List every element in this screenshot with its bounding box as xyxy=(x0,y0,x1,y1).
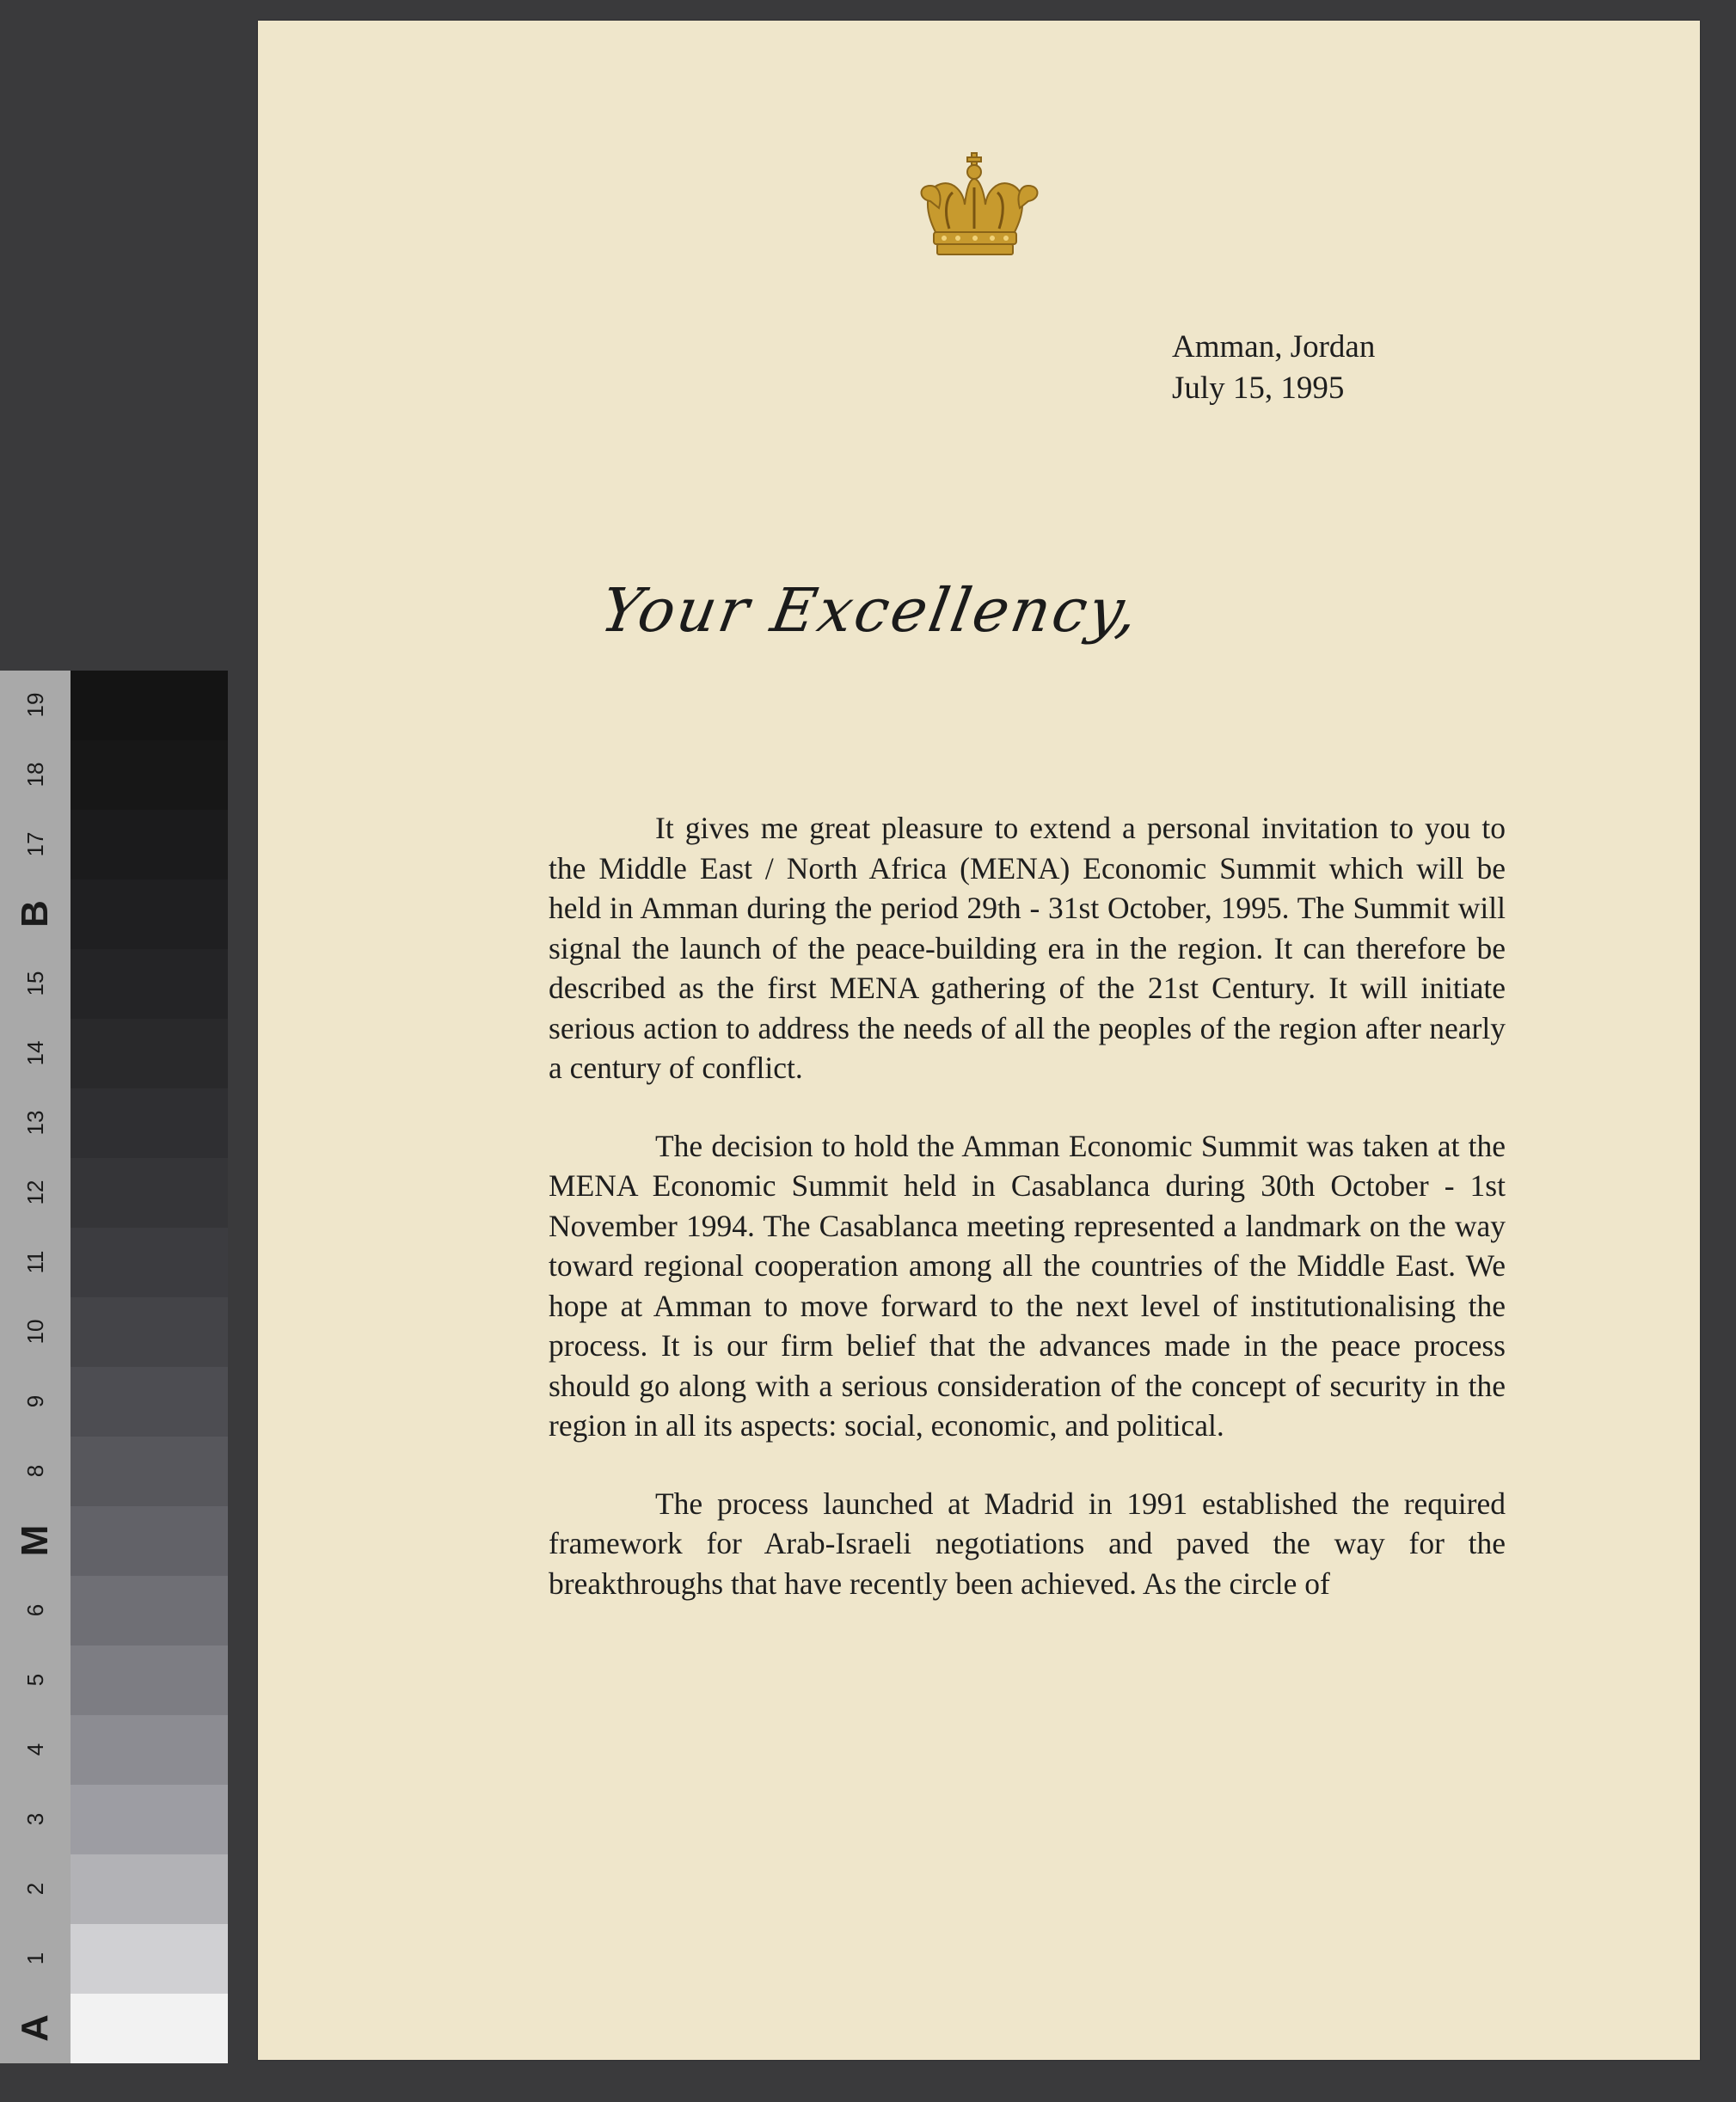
body-paragraph-2: The decision to hold the Amman Economic Summit was taken at the MENA Economic Summit held in Casablanca during 30th October - 1st November 1994. The Casablanca meeting represented a landmark on the way toward regional cooperation among all the countries of the Middle East. We hope at Amman to move forward to the next level of institutionalising the process. It is our firm belief that the advances made in the peace process should go along with a serious consideration of the concept of security in the region in all its aspects: social, economic, and political. xyxy=(549,1128,1506,1443)
scale-label: 9 xyxy=(22,1394,48,1408)
grey-patch xyxy=(71,879,228,949)
scale-label: 15 xyxy=(22,971,48,996)
color-scale-strip xyxy=(0,671,228,2063)
scale-label: 13 xyxy=(22,1110,48,1136)
scale-label: B xyxy=(14,900,56,928)
place-line: Amman, Jordan xyxy=(1172,329,1376,365)
place-and-date xyxy=(1172,327,1375,409)
grey-patch xyxy=(71,1228,228,1297)
grey-patch xyxy=(71,1924,228,1994)
scale-label: 6 xyxy=(22,1603,48,1617)
grey-patch xyxy=(71,1994,228,2063)
scale-label: 17 xyxy=(22,831,48,857)
grey-patch xyxy=(71,1645,228,1715)
grey-patch xyxy=(71,740,228,810)
letter-body xyxy=(549,808,1506,1641)
scale-label: A xyxy=(14,2014,56,2042)
grey-patch xyxy=(71,949,228,1019)
scale-number-column xyxy=(0,671,71,2063)
scale-label: 18 xyxy=(22,762,48,787)
grey-patch xyxy=(71,1158,228,1228)
scale-label: 5 xyxy=(22,1673,48,1687)
handwritten-salutation: Your Excellency, xyxy=(595,575,1146,646)
grey-patch xyxy=(71,1088,228,1158)
body-paragraph-1: It gives me great pleasure to extend a personal invitation to you to the Middle East / North Africa (MENA) Economic Summit which will be held in Amman during the period 29th - 31st October, 1995. The Summit will signal the launch of the peace-building era in the region. It can therefore be described as the first MENA gathering of the 21st Century. It will initiate serious action to address the needs of all the peoples of the region after nearly a century of conflict. xyxy=(549,811,1506,1085)
date-line: July 15, 1995 xyxy=(1172,371,1345,406)
scale-label: 12 xyxy=(22,1180,48,1205)
grey-patch xyxy=(71,1854,228,1924)
scale-label: 19 xyxy=(22,692,48,718)
grey-patch xyxy=(71,1437,228,1506)
crown-icon xyxy=(918,151,1049,259)
grey-patch xyxy=(71,1297,228,1367)
scale-label: 2 xyxy=(22,1882,48,1896)
letter-sheet xyxy=(258,21,1700,2060)
grey-patch xyxy=(71,1367,228,1437)
scale-label: 10 xyxy=(22,1319,48,1345)
scale-label: 14 xyxy=(22,1040,48,1066)
grey-patch xyxy=(71,1715,228,1785)
scale-label: 8 xyxy=(22,1464,48,1478)
scale-label: M xyxy=(14,1524,56,1557)
scale-label: 4 xyxy=(22,1743,48,1756)
grey-patch xyxy=(71,1576,228,1645)
body-paragraph-3: The process launched at Madrid in 1991 established the required framework for Arab-Israeli negotiations and paved the way for the breakthroughs that have recently been achieved. As the circle of xyxy=(549,1486,1506,1601)
grey-patch xyxy=(71,810,228,879)
grey-patch xyxy=(71,1506,228,1576)
scale-label: 3 xyxy=(22,1812,48,1826)
grey-patch xyxy=(71,1785,228,1854)
grey-patch xyxy=(71,671,228,740)
scale-label: 11 xyxy=(22,1250,48,1274)
scale-label: 1 xyxy=(22,1952,48,1965)
grey-patch-column xyxy=(71,671,228,2063)
grey-patch xyxy=(71,1019,228,1088)
